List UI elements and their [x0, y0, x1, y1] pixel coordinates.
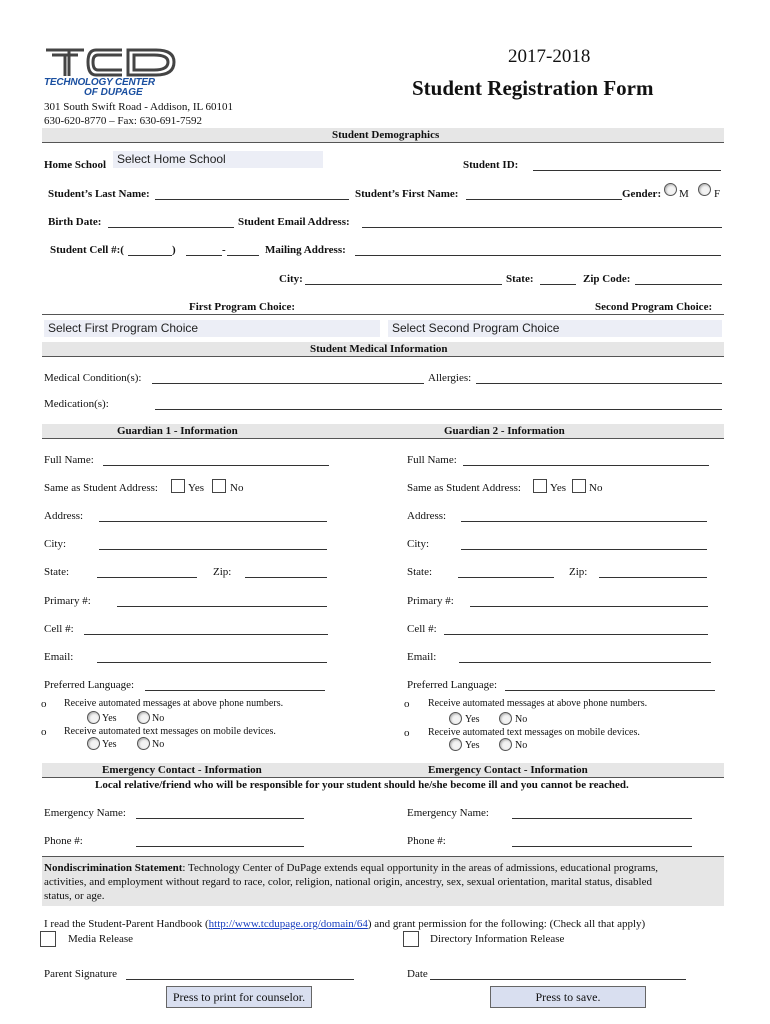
emergency2-name-field[interactable]	[512, 818, 692, 819]
g2-same-yes-label: Yes	[550, 482, 567, 494]
emergency2-name-label: Emergency Name:	[407, 807, 489, 819]
g1-cell-label: Cell #:	[44, 623, 74, 635]
g2-same-no-label: No	[589, 482, 603, 494]
g2-text-yes-label: Yes	[465, 740, 480, 751]
g2-cell-label: Cell #:	[407, 623, 437, 635]
gender-m-radio[interactable]	[664, 183, 677, 196]
form-title: Student Registration Form	[412, 76, 654, 100]
emergency1-phone-label: Phone #:	[44, 835, 83, 847]
g2-text-msg-bullet: o	[404, 727, 410, 739]
student-email-label: Student Email Address:	[238, 216, 350, 228]
logo-line2: OF DUPAGE	[84, 87, 143, 98]
last-name-label: Student’s Last Name:	[48, 188, 150, 200]
section-title-demographics: Student Demographics	[332, 129, 440, 141]
g1-primary-label: Primary #:	[44, 595, 91, 607]
g2-zip-field[interactable]	[599, 577, 707, 578]
g2-primary-field[interactable]	[470, 606, 708, 607]
g2-phone-no-label: No	[515, 714, 528, 725]
gender-f-label: F	[714, 188, 721, 200]
g2-language-field[interactable]	[505, 690, 715, 691]
medications-label: Medication(s):	[44, 398, 109, 410]
medical-conditions-field[interactable]	[152, 383, 424, 384]
g1-same-address-label: Same as Student Address:	[44, 482, 158, 494]
g1-full-name-field[interactable]	[103, 465, 329, 466]
g2-phone-yes-label: Yes	[465, 714, 480, 725]
gender-f-radio[interactable]	[698, 183, 711, 196]
g1-text-msg-label: Receive automated text messages on mobile devices.	[64, 726, 276, 737]
save-button[interactable]: Press to save.	[490, 986, 646, 1008]
cell-sep2: -	[222, 244, 226, 256]
form-year: 2017-2018	[508, 46, 591, 67]
g2-primary-label: Primary #:	[407, 595, 454, 607]
g2-full-name-label: Full Name:	[407, 454, 457, 466]
date-field[interactable]	[430, 979, 686, 980]
g2-phone-msg-label: Receive automated messages at above phone numbers.	[428, 698, 648, 709]
g2-address-field[interactable]	[461, 521, 707, 522]
city-field[interactable]	[305, 284, 502, 285]
g2-full-name-field[interactable]	[463, 465, 709, 466]
last-name-field[interactable]	[155, 199, 349, 200]
g2-zip-label: Zip:	[569, 566, 588, 578]
second-program-select[interactable]: Select Second Program Choice	[388, 320, 722, 337]
g1-cell-field[interactable]	[84, 634, 328, 635]
guardian1-title: Guardian 1 - Information	[117, 425, 238, 437]
cell-area-field[interactable]	[128, 255, 172, 256]
allergies-label: Allergies:	[428, 372, 472, 384]
g2-phone-no-radio[interactable]	[499, 712, 512, 725]
g1-phone-yes-radio[interactable]	[87, 711, 100, 724]
g1-text-yes-label: Yes	[102, 739, 117, 750]
print-button[interactable]: Press to print for counselor.	[166, 986, 312, 1008]
city-label: City:	[279, 273, 303, 285]
g2-city-field[interactable]	[461, 549, 707, 550]
student-id-field[interactable]	[533, 170, 721, 171]
zip-code-field[interactable]	[635, 284, 722, 285]
birth-date-field[interactable]	[108, 227, 234, 228]
g1-text-no-radio[interactable]	[137, 737, 150, 750]
school-phone: 630-620-8770 – Fax: 630-691-7592	[44, 115, 202, 127]
consent-text-before: I read the Student-Parent Handbook (	[44, 918, 209, 930]
nondiscrimination-line3: status, or age.	[44, 890, 105, 902]
nondiscrimination-text1: : Technology Center of DuPage extends equal opportunity in the areas of admissions, educational programs,	[182, 862, 658, 874]
medical-conditions-label: Medical Condition(s):	[44, 372, 142, 384]
emergency2-phone-label: Phone #:	[407, 835, 446, 847]
section-bar-programs	[42, 300, 724, 315]
g1-primary-field[interactable]	[117, 606, 327, 607]
home-school-select[interactable]: Select Home School	[113, 151, 323, 168]
g1-city-label: City:	[44, 538, 67, 550]
g1-same-no-checkbox[interactable]	[212, 479, 226, 493]
g1-full-name-label: Full Name:	[44, 454, 94, 466]
g2-phone-yes-radio[interactable]	[449, 712, 462, 725]
emergency-title-left: Emergency Contact - Information	[102, 764, 262, 776]
parent-signature-field[interactable]	[126, 979, 354, 980]
parent-signature-label: Parent Signature	[44, 968, 118, 980]
student-id-label: Student ID:	[463, 159, 519, 171]
nondiscrimination-line2: activities, and employment without regard to race, color, religion, national origin, ancestry, sex, sexual orientation, marital status, disabled	[44, 876, 652, 888]
allergies-field[interactable]	[476, 383, 722, 384]
date-label: Date	[407, 968, 428, 980]
g1-address-label: Address:	[44, 510, 84, 522]
mailing-address-label: Mailing Address:	[265, 244, 346, 256]
cell-sep1: )	[172, 244, 176, 256]
g2-text-msg-label: Receive automated text messages on mobile devices.	[428, 727, 640, 738]
g1-address-field[interactable]	[99, 521, 327, 522]
handbook-link[interactable]: http://www.tcdupage.org/domain/64	[208, 918, 368, 930]
nondiscrimination-line1	[44, 862, 658, 874]
nondiscrimination-heading: Nondiscrimination Statement	[44, 862, 183, 874]
emergency-title-right: Emergency Contact - Information	[428, 764, 588, 776]
g2-address-label: Address:	[407, 510, 447, 522]
g1-zip-label: Zip:	[213, 566, 232, 578]
g1-city-field[interactable]	[99, 549, 327, 550]
section-bar-medical	[42, 342, 724, 357]
g2-same-no-checkbox[interactable]	[572, 479, 586, 493]
g1-phone-msg-label: Receive automated messages at above phone numbers.	[64, 698, 284, 709]
g2-email-field[interactable]	[459, 662, 711, 663]
g2-same-address-label: Same as Student Address:	[407, 482, 521, 494]
emergency-note: Local relative/friend who will be responsible for your student should he/she become ill and you cannot be reached.	[95, 779, 629, 791]
g2-language-label: Preferred Language:	[407, 679, 498, 691]
student-email-field[interactable]	[362, 227, 722, 228]
logo-line1: TECHNOLOGY CENTER	[44, 77, 155, 88]
g1-state-field[interactable]	[97, 577, 197, 578]
section-bar-guardians	[42, 424, 724, 439]
emergency1-name-field[interactable]	[136, 818, 304, 819]
g2-city-label: City:	[407, 538, 430, 550]
first-name-field[interactable]	[466, 199, 622, 200]
g1-text-msg-bullet: o	[41, 726, 47, 738]
g1-same-no-label: No	[230, 482, 244, 494]
g2-state-field[interactable]	[458, 577, 554, 578]
g1-language-label: Preferred Language:	[44, 679, 135, 691]
g2-phone-msg-bullet: o	[404, 698, 410, 710]
section-title-medical: Student Medical Information	[310, 343, 448, 355]
first-program-select[interactable]: Select First Program Choice	[44, 320, 380, 337]
g2-same-yes-checkbox[interactable]	[533, 479, 547, 493]
g1-phone-no-radio[interactable]	[137, 711, 150, 724]
home-school-label: Home School	[44, 159, 107, 171]
g1-email-label: Email:	[44, 651, 74, 663]
g1-same-yes-label: Yes	[188, 482, 205, 494]
consent-text	[44, 918, 645, 930]
state-label: State:	[506, 273, 534, 285]
consent-text-after: ) and grant permission for the following: (Check all that apply)	[367, 918, 646, 930]
g1-text-no-label: No	[152, 739, 165, 750]
g1-phone-no-label: No	[152, 713, 165, 724]
g1-phone-yes-label: Yes	[102, 713, 117, 724]
second-program-label: Second Program Choice:	[595, 301, 713, 313]
cell-prefix-field[interactable]	[186, 255, 222, 256]
emergency2-phone-field[interactable]	[512, 846, 692, 847]
section-bar-emergency	[42, 763, 724, 778]
g2-text-no-label: No	[515, 740, 528, 751]
g2-text-no-radio[interactable]	[499, 738, 512, 751]
g1-text-yes-radio[interactable]	[87, 737, 100, 750]
g2-state-label: State:	[407, 566, 433, 578]
g2-cell-field[interactable]	[444, 634, 708, 635]
first-name-label: Student’s First Name:	[355, 188, 459, 200]
mailing-address-field[interactable]	[355, 255, 721, 256]
media-release-label: Media Release	[68, 933, 134, 945]
g1-email-field[interactable]	[97, 662, 327, 663]
emergency1-phone-field[interactable]	[136, 846, 304, 847]
cell-line-field[interactable]	[227, 255, 259, 256]
g1-zip-field[interactable]	[245, 577, 327, 578]
gender-m-label: M	[679, 188, 689, 200]
g1-language-field[interactable]	[145, 690, 325, 691]
emergency1-name-label: Emergency Name:	[44, 807, 126, 819]
section-bar-demographics	[42, 128, 724, 143]
medications-field[interactable]	[155, 409, 722, 410]
school-address: 301 South Swift Road - Addison, IL 60101	[44, 101, 234, 113]
g2-text-yes-radio[interactable]	[449, 738, 462, 751]
birth-date-label: Birth Date:	[48, 216, 102, 228]
g2-email-label: Email:	[407, 651, 437, 663]
zip-code-label: Zip Code:	[583, 273, 631, 285]
media-release-checkbox[interactable]	[40, 931, 56, 947]
state-field[interactable]	[540, 284, 576, 285]
tcd-logo-icon	[44, 44, 178, 78]
student-cell-label: Student Cell #:(	[50, 244, 124, 256]
g1-same-yes-checkbox[interactable]	[171, 479, 185, 493]
g1-phone-msg-bullet: o	[41, 698, 47, 710]
g1-state-label: State:	[44, 566, 70, 578]
directory-release-label: Directory Information Release	[430, 933, 565, 945]
first-program-label: First Program Choice:	[189, 301, 296, 313]
guardian2-title: Guardian 2 - Information	[444, 425, 565, 437]
logo	[44, 44, 178, 96]
directory-release-checkbox[interactable]	[403, 931, 419, 947]
gender-label: Gender:	[622, 188, 662, 200]
